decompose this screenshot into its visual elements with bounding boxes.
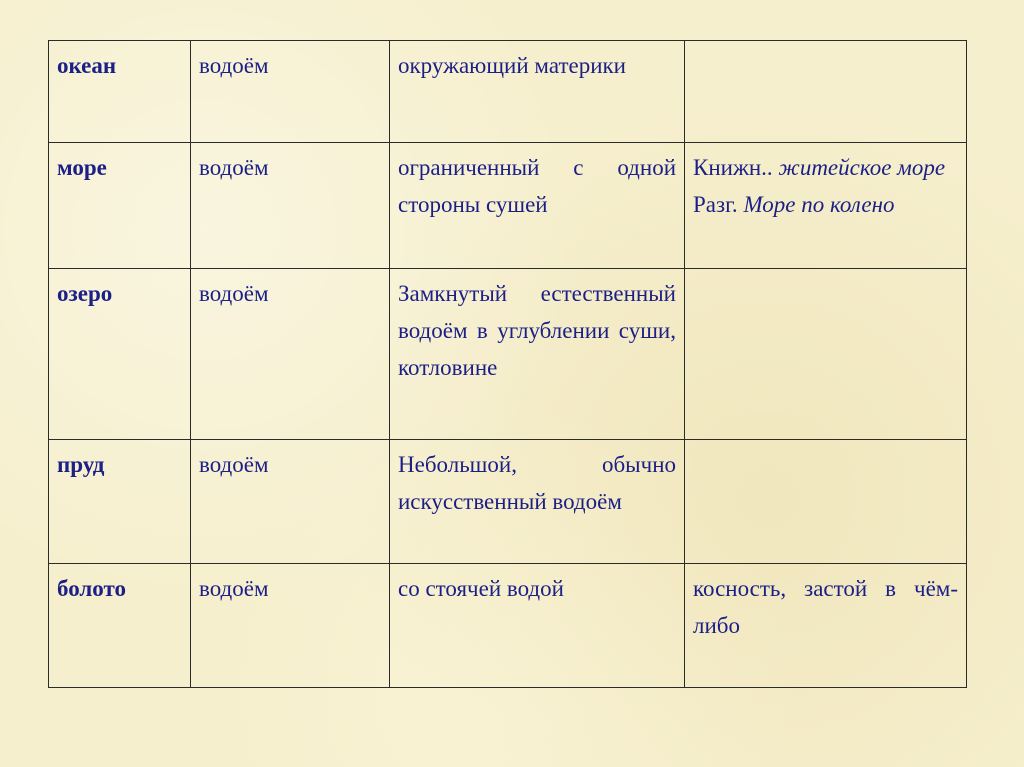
definition-cell: ограниченный с одной стороны сушей — [390, 143, 685, 269]
table-row-ozero — [49, 269, 967, 440]
figurative-cell — [685, 143, 967, 269]
definition-cell: Небольшой, обычно искусственный водоём — [390, 440, 685, 564]
word-cell: болото — [49, 564, 191, 688]
figurative-usage — [693, 186, 958, 223]
definition-cell: со стоячей водой — [390, 564, 685, 688]
table-row-more — [49, 143, 967, 269]
figurative-cell — [685, 440, 967, 564]
definition-cell: окружающий материки — [390, 41, 685, 143]
word-cell: море — [49, 143, 191, 269]
table-row-boloto — [49, 564, 967, 688]
figurative-cell — [685, 564, 967, 688]
word-cell: океан — [49, 41, 191, 143]
usage-label: Разг. — [693, 192, 738, 217]
figurative-cell — [685, 269, 967, 440]
table-row-prud — [49, 440, 967, 564]
usage-label: Книжн.. — [693, 155, 773, 180]
usage-label: косность, застой в чём-либо — [693, 576, 958, 638]
definition-cell: Замкнутый естественный водоём в углублении суши, котловине — [390, 269, 685, 440]
type-cell: водоём — [191, 440, 390, 564]
table-row-okean — [49, 41, 967, 143]
type-cell: водоём — [191, 269, 390, 440]
vocabulary-table — [48, 40, 967, 688]
word-cell: озеро — [49, 269, 191, 440]
type-cell: водоём — [191, 41, 390, 143]
figurative-usage — [693, 149, 958, 186]
usage-phrase: житейское море — [778, 155, 946, 180]
word-cell: пруд — [49, 440, 191, 564]
figurative-cell — [685, 41, 967, 143]
usage-phrase: Море по колено — [743, 192, 895, 217]
type-cell: водоём — [191, 143, 390, 269]
type-cell: водоём — [191, 564, 390, 688]
